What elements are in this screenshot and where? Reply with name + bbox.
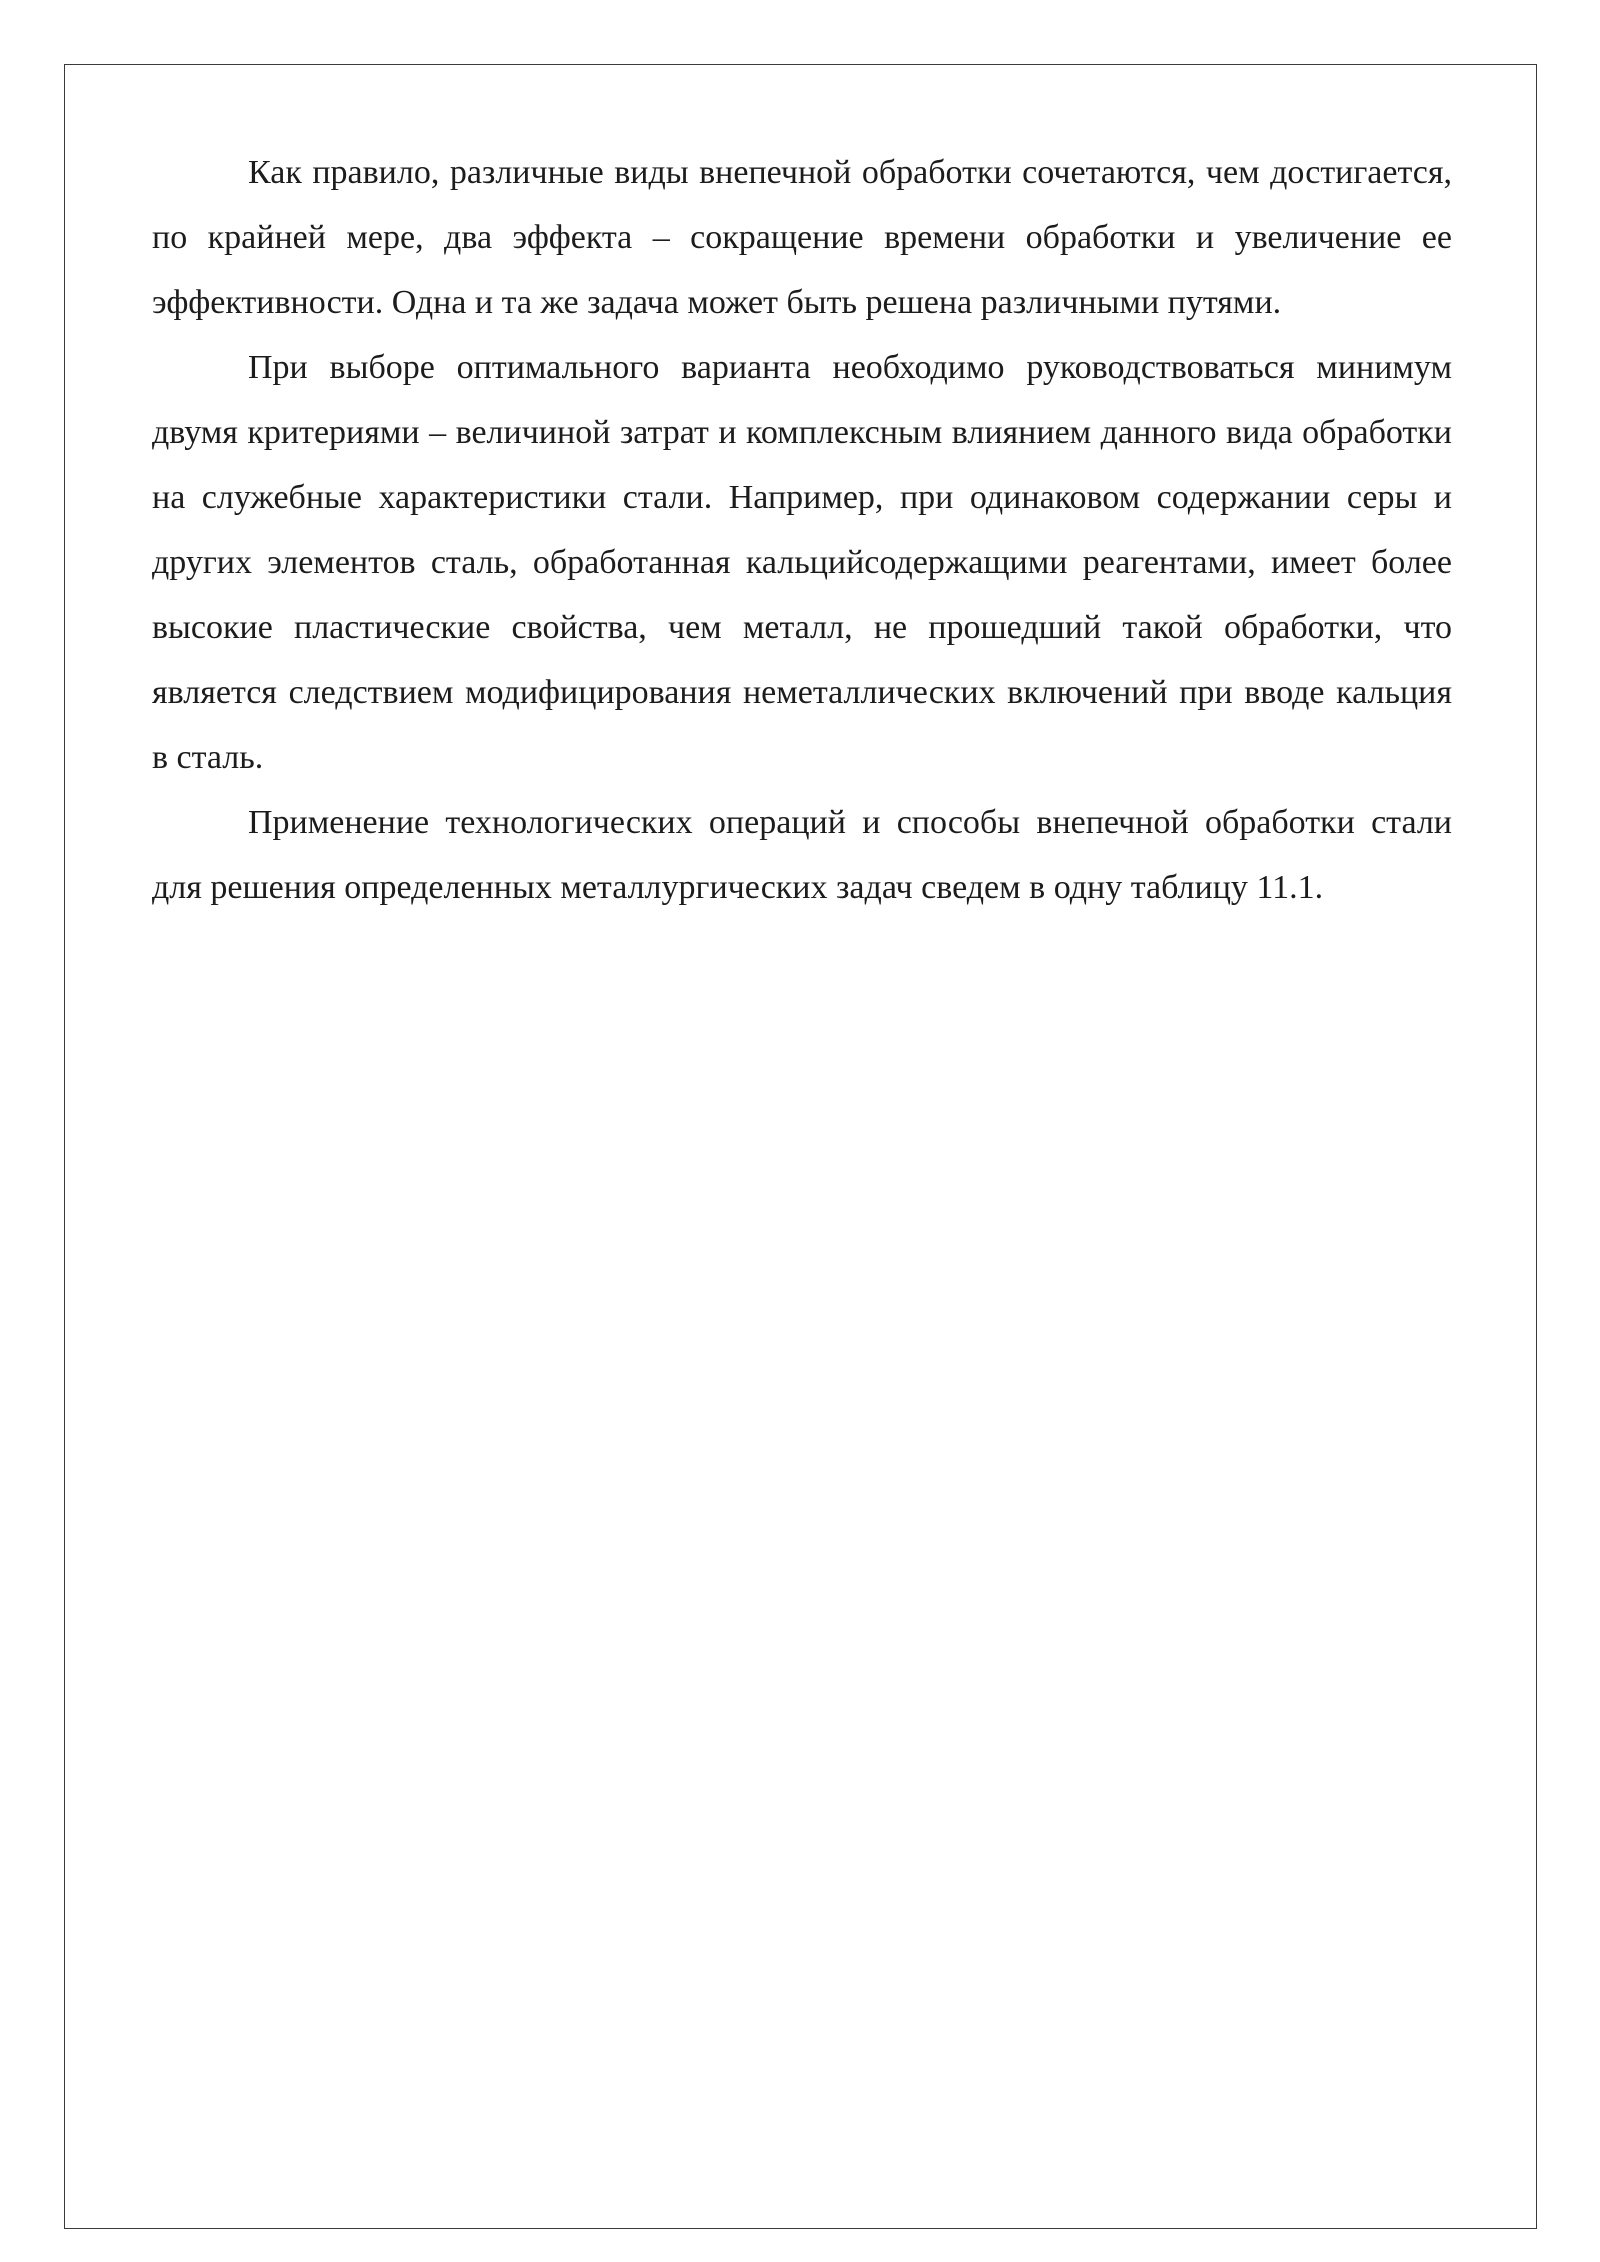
document-body bbox=[152, 140, 1452, 920]
paragraph-1: Как правило, различные виды внепечной обработки сочетаются, чем достигается, по крайней мере, два эффекта – сокращение времени обработки и увеличение ее эффективности. Одна и та же задача может быть решена различными путями. bbox=[152, 154, 1452, 321]
paragraph-2: При выборе оптимального варианта необходимо руководствоваться минимум двумя критериями – величиной затрат и комплексным влиянием данного вида обработки на служебные характеристики стали. Например, при одинаковом содержании серы и других элементов сталь, обработанная кальцийсодержащими реагентами, имеет более высокие пластические свойства, чем металл, не прошедший такой обработки, что является следствием модифицирования неметаллических включений при вводе кальция в сталь. bbox=[152, 349, 1452, 776]
paragraph-3: Применение технологических операций и способы внепечной обработки стали для решения определенных металлургических задач сведем в одну таблицу 11.1. bbox=[152, 804, 1452, 906]
